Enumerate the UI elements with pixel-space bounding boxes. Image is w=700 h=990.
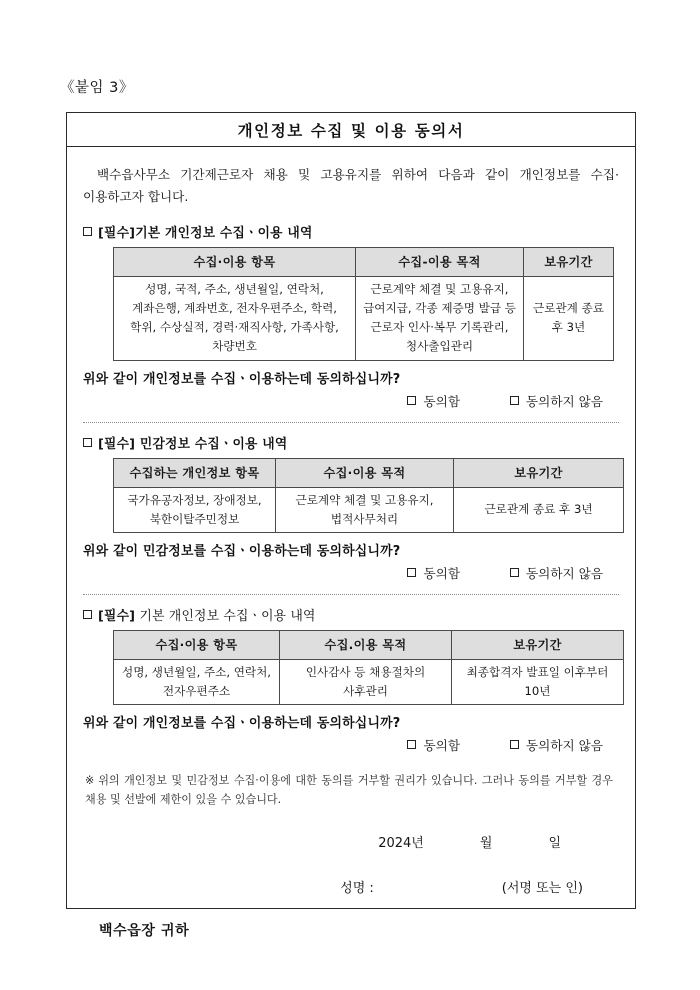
- date-line: [81, 832, 561, 851]
- checkbox-icon[interactable]: [83, 438, 92, 447]
- column-header: 수집.이용 목적: [280, 630, 452, 659]
- table-header-row: [114, 458, 624, 487]
- table-row: [114, 659, 624, 704]
- checkbox-icon[interactable]: [407, 740, 416, 749]
- column-header: 보유기간: [524, 248, 614, 277]
- date-year: 2024년: [378, 835, 424, 851]
- consent-options-3: [81, 735, 603, 754]
- addressee-line: 백수읍장 귀하: [99, 922, 190, 939]
- section-heading-3: [83, 605, 621, 624]
- table-cell-items: 국가유공자정보, 장애정보, 북한이탈주민정보: [114, 487, 276, 532]
- consent-question-1: 위와 같이 개인정보를 수집ㆍ이용하는데 동의하십니까?: [83, 371, 401, 387]
- consent-option-agree[interactable]: [407, 735, 460, 754]
- table-cell-retention: 최종합격자 발표일 이후부터 10년: [452, 659, 624, 704]
- consent-option-disagree[interactable]: [510, 391, 603, 410]
- table-cell-items: 성명, 국적, 주소, 생년월일, 연락처, 계좌은행, 계좌번호, 전자우편주소, 학력, 학위, 수상실적, 경력·재직사항, 가족사항, 차량번호: [114, 277, 356, 361]
- consent-question-3: 위와 같이 개인정보를 수집ㆍ이용하는데 동의하십니까?: [83, 716, 401, 732]
- section-title-1: 기본 개인정보 수집ㆍ이용 내역: [135, 226, 313, 242]
- footer-note-text: 위의 개인정보 및 민감정보 수집·이용에 대한 동의를 거부할 권리가 있습니다. 그러나 동의를 거부할 경우 채용 및 선발에 제한이 있을 수 있습니다.: [85, 774, 613, 806]
- checkbox-icon[interactable]: [83, 227, 92, 236]
- page-title: 개인정보 수집 및 이용 동의서: [237, 121, 465, 140]
- signature-note: (서명 또는 인): [501, 880, 583, 896]
- consent-option-label: 동의하지 않음: [526, 738, 603, 754]
- table-sensitive-info: [113, 458, 624, 533]
- checkbox-icon[interactable]: [510, 740, 519, 749]
- section-heading-1: [83, 222, 621, 241]
- column-header: 수집하는 개인정보 항목: [114, 458, 276, 487]
- consent-options-2: [81, 563, 603, 582]
- consent-option-label: 동의하지 않음: [526, 565, 603, 581]
- footer-note: [85, 772, 613, 810]
- section-divider: [83, 594, 619, 595]
- form-title-row: [67, 113, 635, 147]
- table-cell-retention: 근로관계 종료 후 3년: [524, 277, 614, 361]
- column-header: 수집·이용 항목: [114, 630, 280, 659]
- table-header-row: [114, 248, 614, 277]
- signature-line: [81, 877, 583, 896]
- section-required-label-3: [필수]: [98, 608, 136, 624]
- consent-option-agree[interactable]: [407, 391, 460, 410]
- column-header: 수집·이용 항목: [114, 248, 356, 277]
- table-header-row: [114, 630, 624, 659]
- note-mark-icon: ※: [85, 774, 96, 788]
- section-required-label-2: [필수]: [98, 436, 136, 452]
- section-required-label-1: [필수]: [98, 226, 136, 242]
- date-month: 월: [479, 835, 493, 851]
- table-cell-retention: 근로관계 종료 후 3년: [454, 487, 624, 532]
- table-recruitment-followup-info: [113, 630, 624, 705]
- intro-paragraph: 백수읍사무소 기간제근로자 채용 및 고용유지를 위하여 다음과 같이 개인정보를 수집·이용하고자 합니다.: [83, 167, 619, 205]
- checkbox-icon[interactable]: [407, 396, 416, 405]
- consent-option-label: 동의하지 않음: [526, 393, 603, 409]
- date-day: 일: [548, 835, 561, 851]
- consent-question-2: 위와 같이 민감정보를 수집ㆍ이용하는데 동의하십니까?: [83, 543, 401, 559]
- table-basic-personal-info: [113, 247, 614, 361]
- consent-option-disagree[interactable]: [510, 735, 603, 754]
- table-cell-purpose: 인사감사 등 채용절차의 사후관리: [280, 659, 452, 704]
- section-divider: [83, 422, 619, 423]
- table-row: [114, 487, 624, 532]
- form-body: [67, 147, 635, 940]
- column-header: 보유기간: [452, 630, 624, 659]
- checkbox-icon[interactable]: [510, 396, 519, 405]
- table-cell-purpose: 근로계약 체결 및 고용유지, 법적사무처리: [276, 487, 454, 532]
- name-field-label: 성명 :: [340, 880, 374, 896]
- consent-form-box: [66, 112, 636, 939]
- table-row: [114, 277, 614, 361]
- table-cell-items: 성명, 생년월일, 주소, 연락처, 전자우편주소: [114, 659, 280, 704]
- consent-option-label: 동의함: [423, 738, 460, 754]
- checkbox-icon[interactable]: [510, 568, 519, 577]
- table-cell-purpose: 근로계약 체결 및 고용유지, 급여지급, 각종 제증명 발급 등 근로자 인사·복무 기록관리, 청사출입관리: [356, 277, 524, 361]
- consent-option-label: 동의함: [423, 565, 460, 581]
- section-heading-2: [83, 433, 621, 452]
- consent-options-1: [81, 391, 603, 410]
- column-header: 보유기간: [454, 458, 624, 487]
- section-title-3: 기본 개인정보 수집ㆍ이용 내역: [135, 608, 316, 624]
- consent-option-disagree[interactable]: [510, 563, 603, 582]
- column-header: 수집·이용 목적: [276, 458, 454, 487]
- section-title-2: 민감정보 수집ㆍ이용 내역: [135, 436, 288, 452]
- attachment-tag: 《붙임 3》: [60, 80, 134, 96]
- section-sensitive-info: [81, 433, 621, 582]
- column-header: 수집-이용 목적: [356, 248, 524, 277]
- section-recruitment-followup-info: [81, 605, 621, 754]
- consent-option-agree[interactable]: [407, 563, 460, 582]
- checkbox-icon[interactable]: [83, 610, 92, 619]
- consent-option-label: 동의함: [423, 393, 460, 409]
- checkbox-icon[interactable]: [407, 568, 416, 577]
- section-basic-personal-info: [81, 222, 621, 410]
